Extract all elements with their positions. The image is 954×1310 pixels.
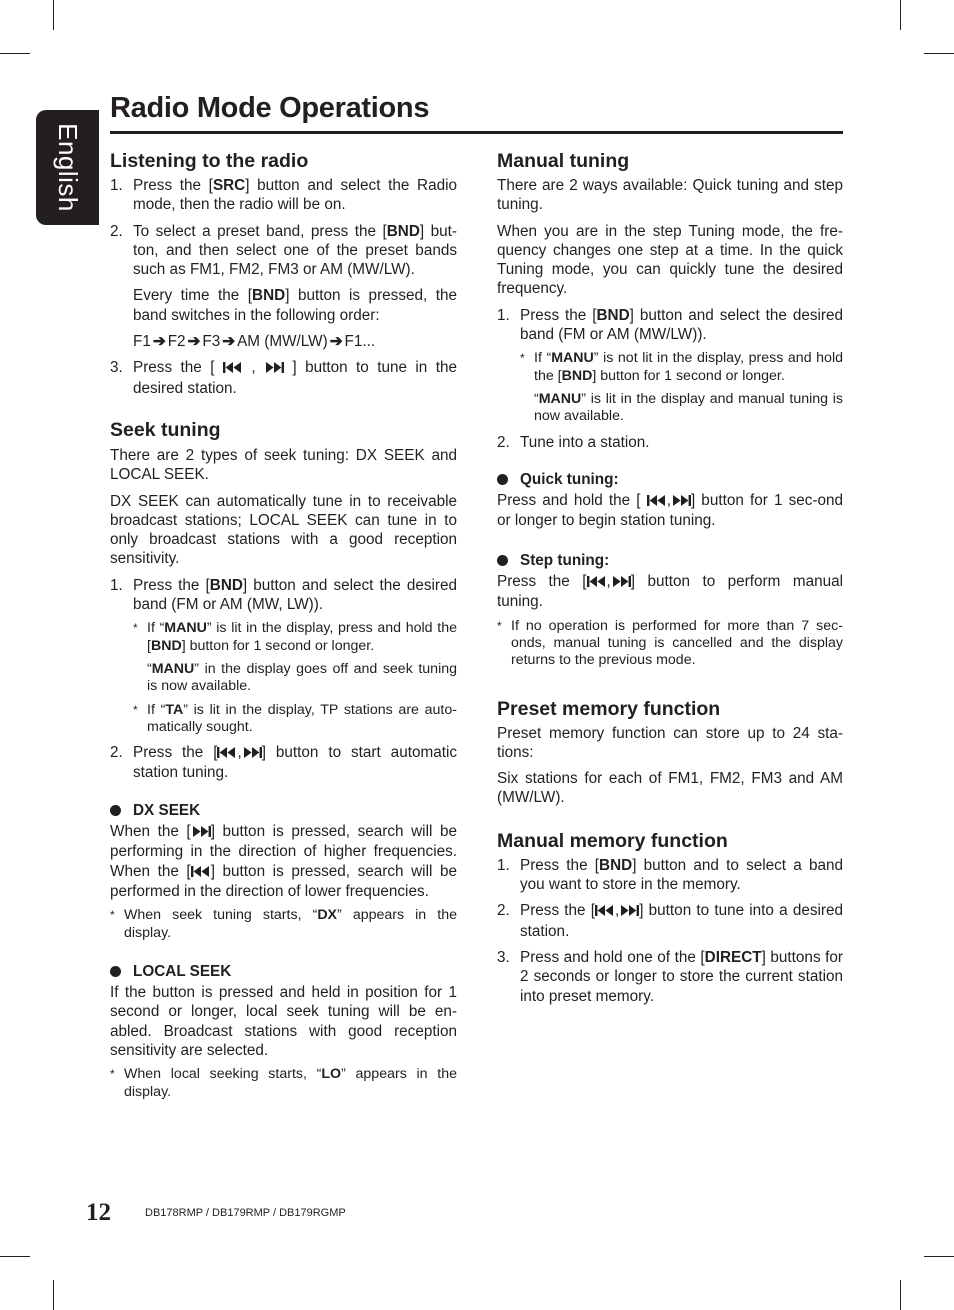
- section-heading: Preset memory function: [497, 697, 721, 720]
- title-rule: [110, 131, 843, 134]
- skip-forward-icon: [242, 744, 262, 763]
- list-item: 2. To select a preset band, press the [BND] but-ton, and then select one of the preset bands such as FM1, FM2, FM3 or AM (MW/LW).: [110, 222, 458, 279]
- right-arrow-icon: ➔: [329, 333, 343, 351]
- paragraph: When the [ ] button is pressed, search will be performing in the direction of higher frequencies. When the [ ] button is pressed, search will be performed in the direction of lower frequencies.: [110, 823, 457, 900]
- skip-back-icon: [595, 902, 615, 921]
- paragraph: Press the [ , ] button to perform manual tuning.: [497, 573, 843, 611]
- list-item: 3. Press the [ , ] button to tune in the desired station.: [110, 359, 457, 397]
- bullet-icon: [110, 966, 121, 977]
- skip-forward-icon: [264, 359, 284, 378]
- note: * If no operation is performed for more than 7 sec-onds, manual tuning is cancelled and the display returns to the previous mode.: [497, 617, 843, 669]
- crop-mark: [900, 0, 901, 30]
- list-item: 1. Press the [SRC] button and select the Radio mode, then the radio will be on.: [110, 177, 457, 214]
- list-item: 1. Press the [BND] button and select the desired band (FM or AM (MW, LW)).: [110, 576, 457, 614]
- left-column: [110, 150, 457, 1101]
- note: * When seek tuning starts, “DX” appears in the display.: [110, 907, 457, 941]
- section-seek-tuning: [110, 419, 457, 1101]
- skip-back-icon: [647, 492, 667, 511]
- right-arrow-icon: ➔: [222, 333, 236, 351]
- skip-forward-icon: [191, 823, 211, 842]
- paragraph: Preset memory function can store up to 24 sta-tions:: [497, 724, 843, 761]
- paragraph: There are 2 types of seek tuning: DX SEEK and LOCAL SEEK.: [110, 446, 457, 484]
- note: * If “MANU” is not lit in the display, press and hold the [BND] button for 1 second or longer.: [520, 350, 843, 384]
- section-manual-tuning: [497, 150, 843, 670]
- crop-mark: [924, 1256, 954, 1257]
- right-arrow-icon: ➔: [187, 333, 201, 351]
- subheading-dx-seek: DX SEEK: [110, 801, 457, 820]
- list-item: 1. Press the [BND] button and select the desired band (FM or AM (MW/LW)).: [497, 306, 843, 344]
- bullet-icon: [497, 474, 508, 485]
- section-manual-memory: [497, 830, 843, 1006]
- bullet-icon: [110, 805, 121, 816]
- crop-mark: [924, 53, 954, 54]
- page-number: 12: [86, 1199, 111, 1226]
- skip-back-icon: [191, 863, 211, 882]
- list-item: 2. Tune into a station.: [497, 433, 650, 451]
- note: * When local seeking starts, “LO” appears in the display.: [110, 1066, 457, 1100]
- page-title: Radio Mode Operations: [110, 92, 430, 124]
- section-heading: Manual memory function: [497, 829, 728, 852]
- skip-back-icon: [587, 573, 607, 592]
- skip-forward-icon: [671, 492, 691, 511]
- crop-mark: [0, 53, 30, 54]
- skip-back-icon: [217, 744, 237, 763]
- band-sequence: F1 ➔ F2 ➔ F3 ➔ AM (MW/LW) ➔ F1...: [133, 333, 376, 351]
- subheading-quick-tuning: Quick tuning:: [497, 470, 843, 489]
- section-heading: Manual tuning: [497, 150, 630, 172]
- right-column: [497, 150, 843, 1006]
- list-item: 2. Press the [ , ] button to start automatic station tuning.: [110, 744, 458, 782]
- list-item: 1. Press the [BND] button and to select a band you want to store in the memory.: [497, 856, 843, 894]
- bullet-icon: [497, 555, 508, 566]
- section-heading: Seek tuning: [110, 418, 221, 441]
- paragraph: Press and hold the [ , ] button for 1 sec-ond or longer to begin station tuning.: [497, 492, 843, 530]
- paragraph: DX SEEK can automatically tune in to receivable broadcast stations; LOCAL SEEK can tune in to only broadcast stations with a good reception sensitivity.: [110, 492, 457, 568]
- crop-mark: [53, 1280, 54, 1310]
- language-label: English: [53, 123, 83, 212]
- band-order-text: Every time the [BND] button is pressed, the band switches in the following order:: [133, 287, 458, 324]
- note-continued: “MANU” is lit in the display and manual tuning is now available.: [534, 390, 843, 425]
- skip-forward-icon: [619, 902, 639, 921]
- crop-mark: [900, 1280, 901, 1310]
- paragraph: If the button is pressed and held in position for 1 second or longer, local seek tuning will be en-abled. Broadcast stations with good reception sensitivity are selected.: [110, 984, 457, 1059]
- list-item: 2. Press the [ , ] button to tune into a desired station.: [497, 902, 843, 940]
- subheading-step-tuning: Step tuning:: [497, 551, 843, 570]
- language-tab: [36, 110, 99, 225]
- paragraph: There are 2 ways available: Quick tuning and step tuning.: [497, 177, 843, 214]
- note: * If “TA” is lit in the display, TP stations are auto-matically sought.: [133, 701, 457, 735]
- model-numbers: DB178RMP / DB179RMP / DB179RGMP: [145, 1207, 346, 1219]
- subheading-local-seek: LOCAL SEEK: [110, 962, 457, 981]
- crop-mark: [0, 1256, 30, 1257]
- section-preset-memory: [497, 698, 843, 808]
- note-continued: “MANU” in the display goes off and seek tuning is now available.: [147, 660, 457, 695]
- crop-mark: [53, 0, 54, 30]
- paragraph: When you are in the step Tuning mode, the fre-quency changes one step at a time. In the quick Tuning mode, you can quickly tune the desired frequency.: [497, 222, 843, 298]
- list-item: 3. Press and hold one of the [DIRECT] buttons for 2 seconds or longer to store the current station into preset memory.: [497, 948, 843, 1005]
- skip-back-icon: [223, 359, 243, 378]
- right-arrow-icon: ➔: [152, 333, 166, 351]
- section-listening: [110, 150, 457, 398]
- skip-forward-icon: [611, 573, 631, 592]
- paragraph: Six stations for each of FM1, FM2, FM3 and AM (MW/LW).: [497, 770, 843, 807]
- section-heading: Listening to the radio: [110, 150, 309, 172]
- note: * If “MANU” is lit in the display, press and hold the [BND] button for 1 second or longer.: [133, 620, 457, 654]
